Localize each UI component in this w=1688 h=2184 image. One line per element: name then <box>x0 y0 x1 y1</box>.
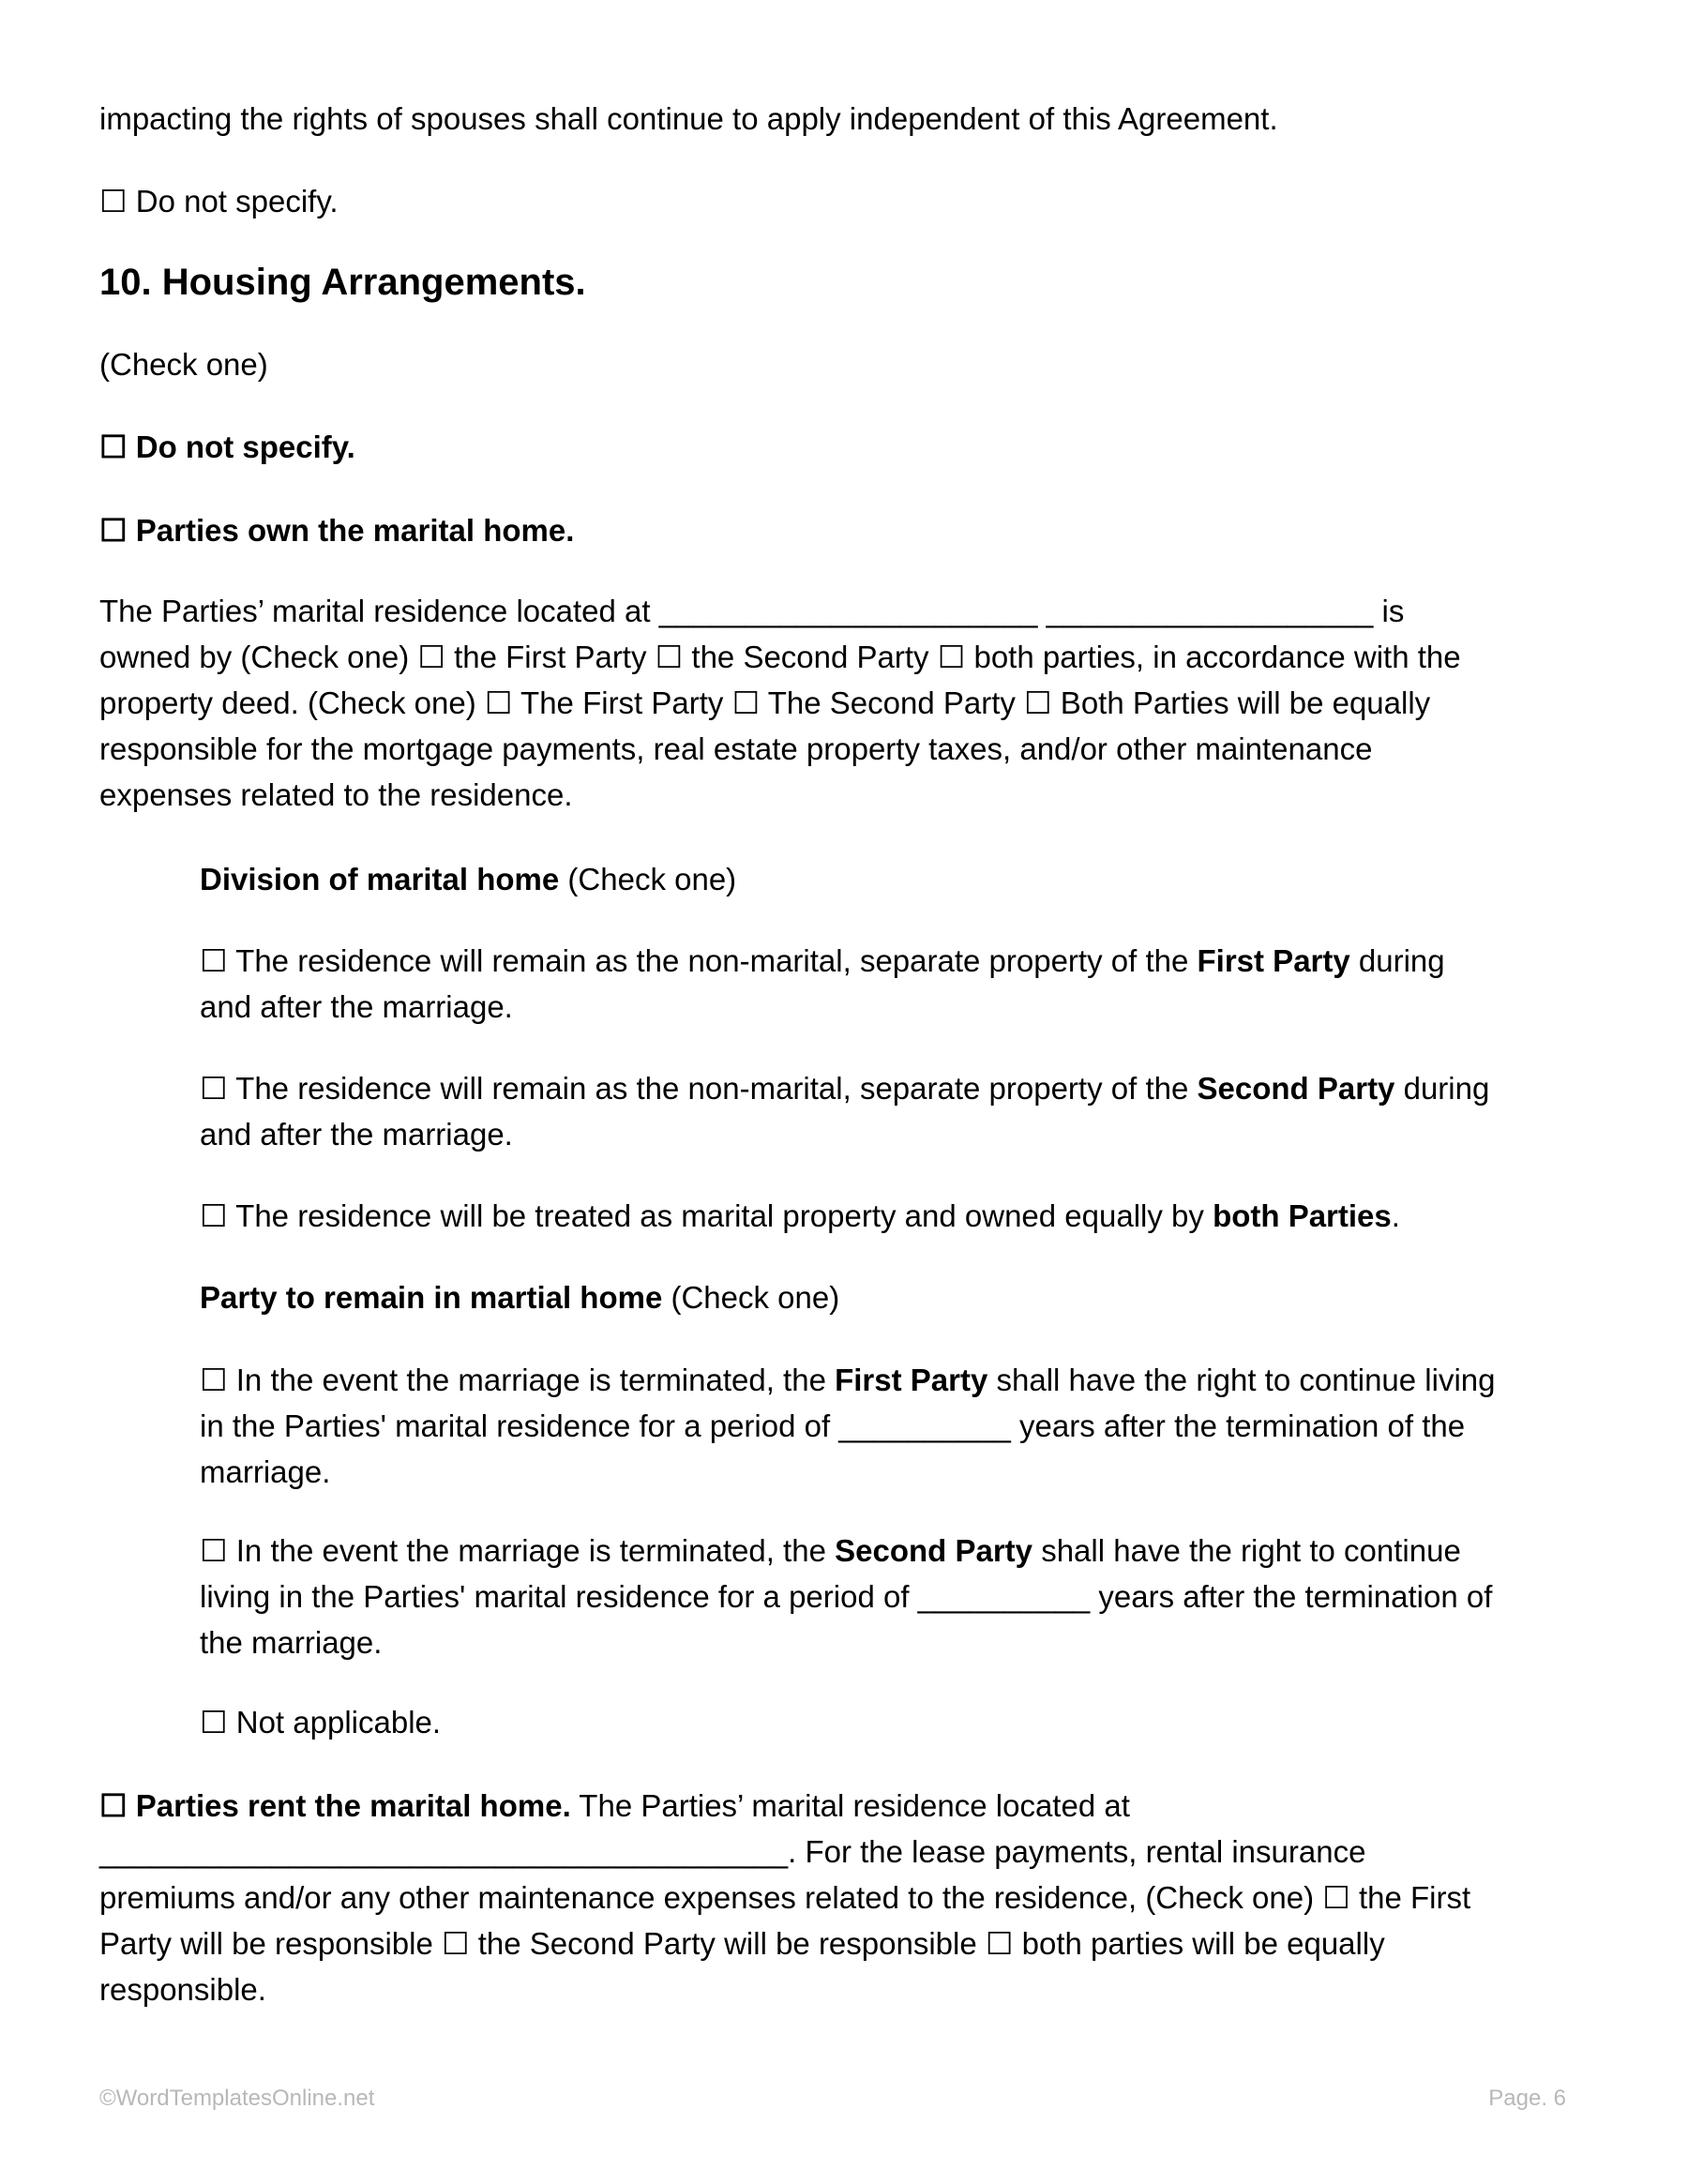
option-text: living in the Parties' marital residence for a period of __________ years after the termination of <box>200 1579 1493 1614</box>
remain-option-first-party[interactable] <box>200 1357 1496 1495</box>
intro-text: impacting the rights of spouses shall continue to apply independent of this Agreement. <box>99 101 1278 136</box>
rent-line: Party will be responsible ☐ the Second Party will be responsible ☐ both parties will be equally <box>99 1926 1385 1961</box>
own-paragraph-line: owned by (Check one) ☐ the First Party ☐ the Second Party ☐ both parties, in accordance with the <box>99 640 1461 674</box>
own-paragraph-line: property deed. (Check one) ☐ The First Party ☐ The Second Party ☐ Both Parties will be equally <box>99 685 1431 720</box>
remain-heading-note: (Check one) <box>662 1280 840 1315</box>
division-heading-note: (Check one) <box>559 862 737 896</box>
option-text: ☐ In the event the marriage is terminated, the <box>200 1363 836 1397</box>
option-text: shall have the right to continue living <box>987 1363 1496 1397</box>
option-text: shall have the right to continue <box>1032 1533 1461 1568</box>
footer-copyright: ©WordTemplatesOnline.net <box>99 2086 375 2111</box>
option-text: during <box>1349 943 1445 978</box>
own-paragraph-line: The Parties’ marital residence located at ______________________ ___________________ is <box>99 594 1405 628</box>
option-text: in the Parties' marital residence for a period of __________ years after the termination of the <box>200 1408 1466 1443</box>
option-text: ☐ In the event the marriage is terminated, the <box>200 1533 836 1568</box>
rent-text: The Parties’ marital residence located at <box>570 1788 1130 1823</box>
remain-option-not-applicable[interactable]: ☐ Not applicable. <box>200 1705 442 1740</box>
own-paragraph <box>99 588 1461 818</box>
option-text: ☐ The residence will remain as the non-marital, separate property of the <box>200 1071 1198 1106</box>
division-option-first-party[interactable] <box>200 938 1445 1030</box>
remain-heading-label: Party to remain in martial home <box>200 1280 663 1315</box>
checkbox-parties-rent-home[interactable]: ☐ Parties rent the marital home. <box>99 1788 571 1823</box>
option-text: marriage. <box>200 1454 331 1489</box>
option-text: ☐ The residence will remain as the non-marital, separate property of the <box>200 943 1198 978</box>
division-heading-label: Division of marital home <box>200 862 560 896</box>
checkbox-do-not-specify[interactable]: ☐ Do not specify. <box>99 429 355 464</box>
option-party: Second Party <box>835 1533 1033 1568</box>
option-text: the marriage. <box>200 1625 383 1660</box>
option-text: during <box>1394 1071 1490 1106</box>
rent-line: responsible. <box>99 1972 266 2007</box>
own-paragraph-line: expenses related to the residence. <box>99 777 573 812</box>
option-party: both Parties <box>1213 1198 1392 1233</box>
remain-heading <box>200 1274 839 1320</box>
division-option-both-parties[interactable] <box>200 1193 1400 1239</box>
rent-line: premiums and/or any other maintenance expenses related to the residence, (Check one) ☐ the First <box>99 1880 1471 1915</box>
checkbox-do-not-specify-prev[interactable]: ☐ Do not specify. <box>99 184 339 218</box>
division-option-second-party[interactable] <box>200 1065 1489 1157</box>
rent-paragraph[interactable] <box>99 1783 1470 2012</box>
option-text: and after the marriage. <box>200 1117 513 1152</box>
own-paragraph-line: responsible for the mortgage payments, real estate property taxes, and/or other maintenance <box>99 731 1373 766</box>
checkbox-parties-own-home[interactable]: ☐ Parties own the marital home. <box>99 513 575 548</box>
division-heading <box>200 856 736 902</box>
option-text: and after the marriage. <box>200 989 513 1024</box>
footer-page-number: Page. 6 <box>1488 2086 1566 2111</box>
check-one-note: (Check one) <box>99 347 268 382</box>
option-party: First Party <box>1197 943 1350 978</box>
section-heading: 10. Housing Arrangements. <box>99 262 586 303</box>
option-party: First Party <box>835 1363 988 1397</box>
remain-option-second-party[interactable] <box>200 1528 1492 1665</box>
option-party: Second Party <box>1197 1071 1395 1106</box>
option-text: . <box>1391 1198 1400 1233</box>
rent-line: ________________________________________. For the lease payments, rental insurance <box>99 1834 1366 1869</box>
option-text: ☐ The residence will be treated as marital property and owned equally by <box>200 1198 1213 1233</box>
